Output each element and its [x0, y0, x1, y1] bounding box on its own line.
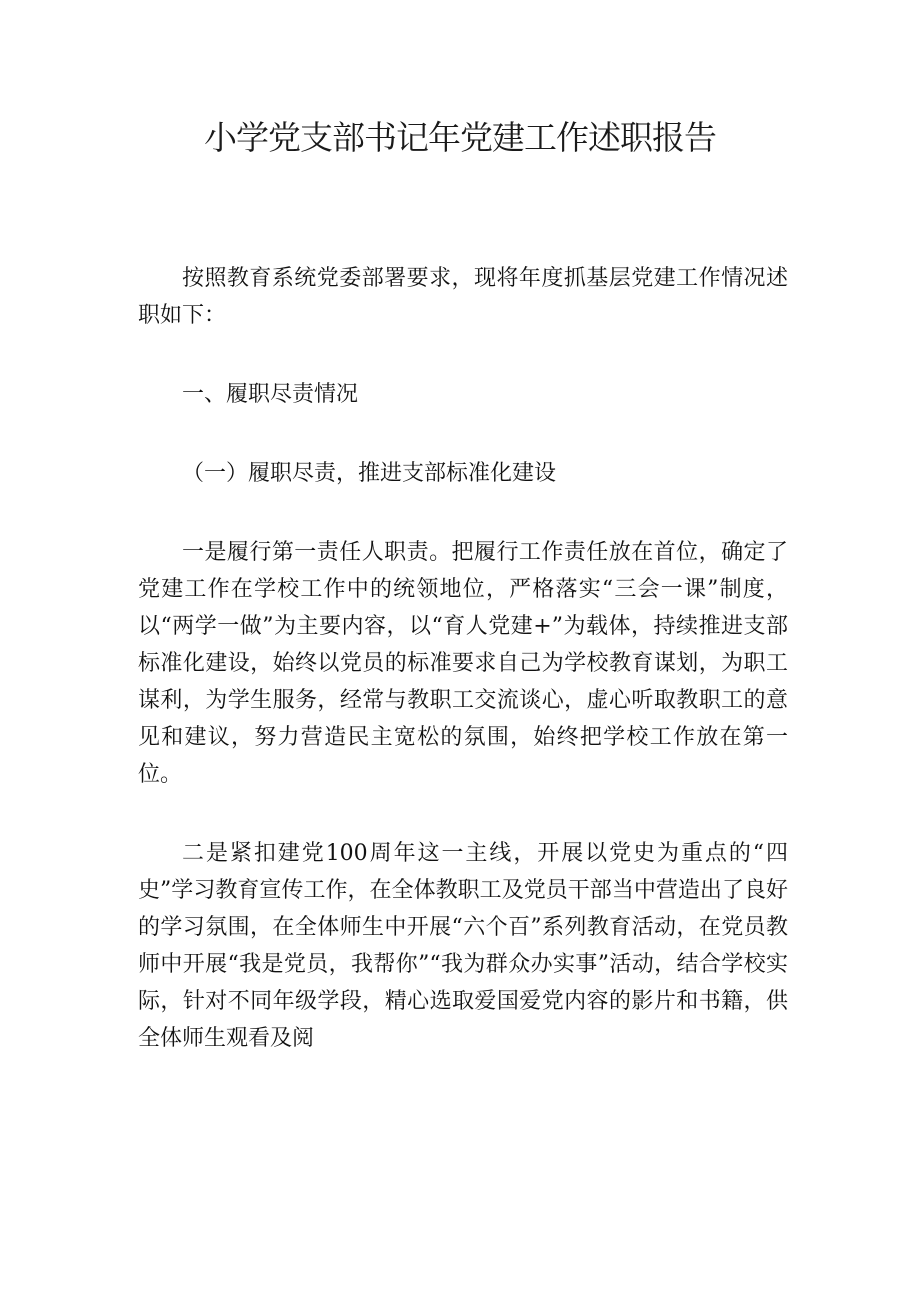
body-paragraph-2: 二是紧扣建党100周年这一主线，开展以党史为重点的“四史”学习教育宣传工作，在全体教职工及党员干部当中营造出了良好的学习氛围，在全体师生中开展“六个百”系列教育活动，在党员教师中开展“我是党员，我帮你”“我为群众办实事”活动，结合学校实际，针对不同年级学段，精心选取爱国爱党内容的影片和书籍，供全体师生观看及阅	[138, 841, 788, 1051]
intro-paragraph: 按照教育系统党委部署要求，现将年度抓基层党建工作情况述职如下：	[138, 266, 788, 328]
document-body	[138, 260, 788, 1057]
section-heading: 一、履职尽责情况	[182, 382, 359, 407]
document-title: 小学党支部书记年党建工作述职报告	[204, 118, 716, 157]
body-paragraph-1: 一是履行第一责任人职责。把履行工作责任放在首位，确定了党建工作在学校工作中的统领地位，严格落实“三会一课”制度，以“两学一做”为主要内容，以“育人党建+”为载体，持续推进支部标准化建设，始终以党员的标准要求自己为学校教育谋划，为职工谋利，为学生服务，经常与教职工交流谈心，虚心听取教职工的意见和建议，努力营造民主宽松的氛围，始终把学校工作放在第一位。	[138, 540, 788, 787]
paragraph-gap	[138, 413, 788, 455]
paragraph-gap	[138, 793, 788, 835]
paragraph-gap	[138, 492, 788, 534]
subsection-heading: （一）履职尽责，推进支部标准化建设	[182, 461, 557, 486]
paragraph-gap	[138, 334, 788, 376]
